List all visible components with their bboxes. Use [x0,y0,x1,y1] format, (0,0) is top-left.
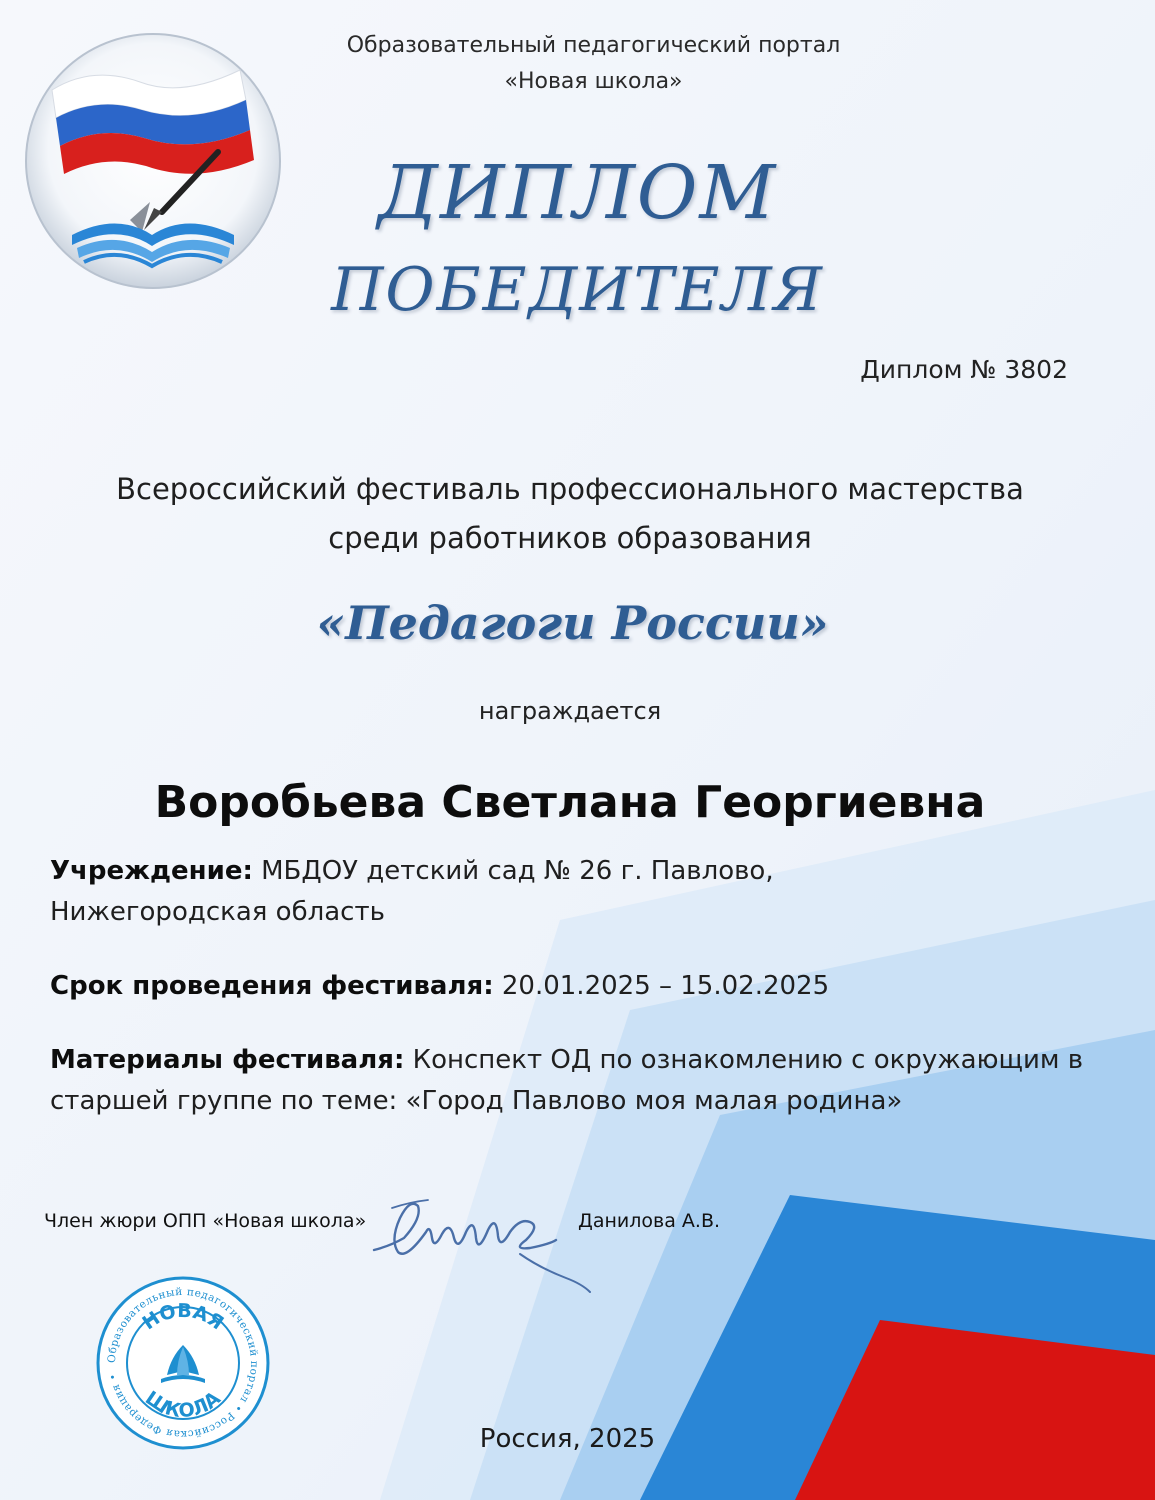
festival-name: «Педагоги России» [316,596,829,650]
term-field [50,966,1110,1007]
awarded-text: награждается [478,697,662,725]
diploma-title: ДИПЛОМ [377,150,778,236]
term-value: 20.01.2025 – 15.02.2025 [501,971,830,1001]
seal-ring-text: Образовательный педагогический портал • Российская Федерация • [105,1285,261,1441]
materials-label: Материалы фестиваля: [50,1045,405,1075]
jury-role: Член жюри ОПП «Новая школа» [44,1210,367,1232]
portal-name-line1: Образовательный педагогический портал [346,33,841,58]
institution-field [50,851,1110,933]
portal-name-line2: «Новая школа» [504,69,683,94]
festival-description-line1: Всероссийский фестиваль профессионального мастерства [116,472,1024,506]
jury-name: Данилова А.В. [578,1210,721,1232]
diploma-subtitle: ПОБЕДИТЕЛЯ [331,255,824,325]
materials-field [50,1040,1110,1122]
institution-value-line2: Нижегородская область [50,897,385,927]
diploma-number: Диплом № 3802 [860,355,1068,384]
footer-place-year: Россия, 2025 [479,1424,656,1454]
term-label: Срок проведения фестиваля: [50,971,494,1001]
institution-value-line1: МБДОУ детский сад № 26 г. Павлово, [261,856,774,886]
festival-description-line2: среди работников образования [328,521,812,555]
recipient-name: Воробьева Светлана Георгиевна [154,777,986,828]
signature-icon [370,1188,600,1303]
materials-value-line1: Конспект ОД по ознакомлению с окружающим в [412,1045,1084,1075]
institution-label: Учреждение: [50,856,253,886]
seal-bottom-text: ШКОЛА [141,1387,225,1423]
materials-value-line2: старшей группе по теме: «Город Павлово моя малая родина» [50,1086,903,1116]
seal-top-text: НОВАЯ [138,1299,228,1335]
